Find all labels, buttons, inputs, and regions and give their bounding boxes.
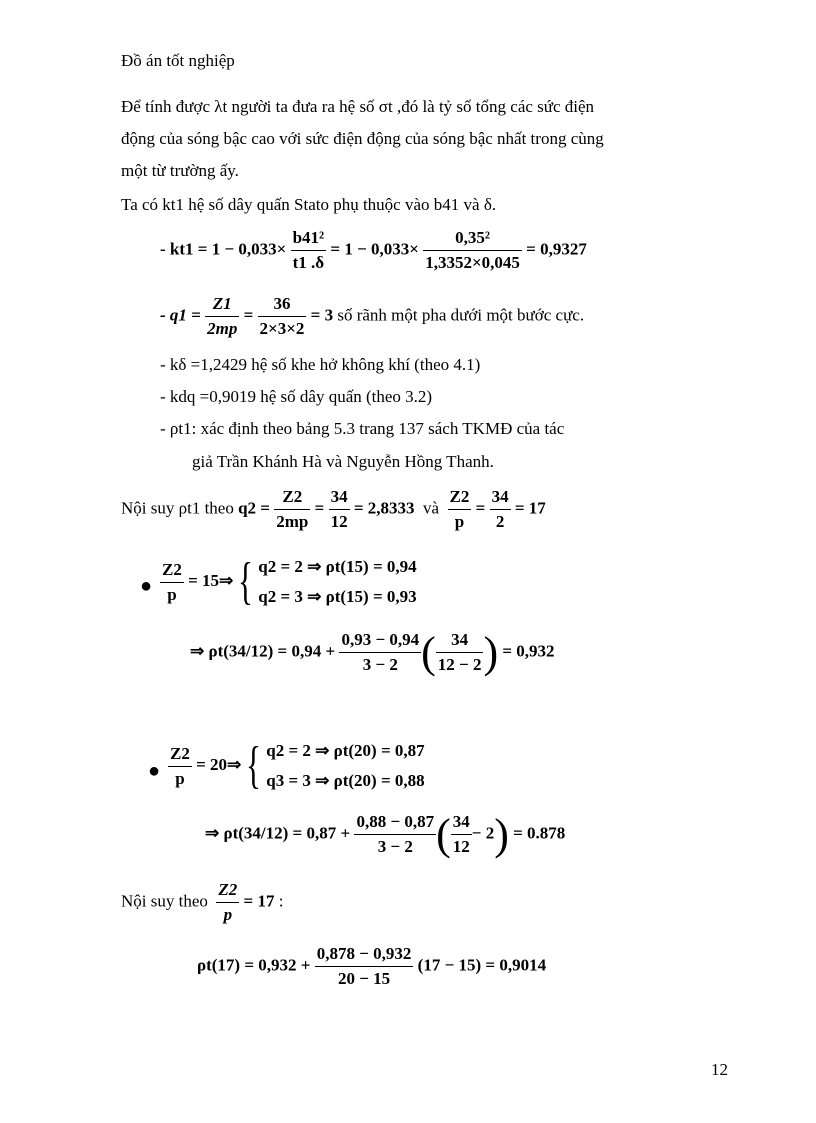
case-20-row-1: q2 = 2 ⇒ ρt(20) = 0,87 xyxy=(266,741,425,760)
final-result: = 0,9014 xyxy=(485,955,547,975)
kt1-prefix: - kt1 = 1 − 0,033× xyxy=(160,239,287,259)
case-15-result-fraction: $\frac{0,93 - 0,94}{3 - 2}$ xyxy=(341,630,420,674)
interp2-value: = 17 xyxy=(243,891,275,911)
case-15-paren-fraction: $\frac{34}{12 - 2}$ xyxy=(437,630,482,674)
item-rho-1: - ρt1: xác định theo bảng 5.3 trang 137 sách TKMĐ của tác xyxy=(160,419,565,438)
equation-q1: - q1 = $\frac{Z1}{2mp}$ = $\frac{36}{2\times 3\times 2}$ = 3 số rãnh một pha dưới một bước cực. xyxy=(160,294,585,338)
case-20-result-prefix: ⇒ ρt(34/12) = 0,87 + xyxy=(205,823,351,843)
case-20-paren-tail: − 2 xyxy=(471,823,495,843)
q1-fraction-2: $\frac{36}{2\times 3\times 2}$ xyxy=(259,294,305,338)
final-fraction: $\frac{0,878 - 0,932}{20 - 15}$ xyxy=(316,944,412,988)
kt1-fraction-2: $\frac{\text{0,35²}}{1,3352\times 0,045}$ xyxy=(425,228,520,272)
case-15-fraction: $\frac{Z2}{p}$ xyxy=(162,559,182,604)
case-15-result: ⇒ ρt(34/12) = 0,94 + $\frac{0,93 - 0,94}{3 - 2}$ ( $\frac{34}{12 - 2}$ ) = 0,932 xyxy=(190,627,555,677)
case-20-result: ⇒ ρt(34/12) = 0,87 + $\frac{0,88 - 0,87}{3 - 2}$ ( $\frac{34}{12}$ − 2) = 0.878 xyxy=(205,809,566,859)
interp2-text: Nội suy theo xyxy=(121,891,208,911)
interp-line: Nội suy ρt1 theo q2 = $\frac{Z2}{2mp}$ = $\frac{34}{12}$ = 2,8333 và $\frac{Z2}{p}$ = $\frac{34}{2}$ = 17 xyxy=(121,487,546,531)
case-20-result-value: = 0.878 xyxy=(513,823,566,843)
bullet-case-15: ● xyxy=(140,575,153,597)
case-15-row-2: q2 = 3 ⇒ ρt(15) = 0,93 xyxy=(258,587,417,606)
interp-and: và xyxy=(423,498,440,518)
case-20-system: $\frac{Z2}{p}$ = 20⇒{ q2 = 2 ⇒ ρt(20) = 0,87 q3 = 3 ⇒ ρt(20) = 0,88 xyxy=(170,737,425,794)
case-20-paren-fraction: $\frac{34}{12}$ xyxy=(452,812,470,856)
final-prefix: ρt(17) = 0,932 + xyxy=(197,955,311,975)
interp-fraction-1: $\frac{Z2}{2mp}$ xyxy=(276,487,309,531)
page-header: Đồ án tốt nghiệp xyxy=(121,51,235,70)
intro-line-4: Ta có kt1 hệ số dây quấn Stato phụ thuộc vào b41 và δ. xyxy=(121,195,497,214)
case-15-result-prefix: ⇒ ρt(34/12) = 0,94 + xyxy=(190,641,336,661)
intro-line-2: động của sóng bậc cao với sức điện động của sóng bậc nhất trong cùng xyxy=(121,129,604,148)
case-20-result-fraction: $\frac{0,88 - 0,87}{3 - 2}$ xyxy=(356,812,435,856)
intro-line-3: một từ trường ấy. xyxy=(121,161,239,180)
interp-result: = 2,8333 xyxy=(353,498,415,518)
case-15-lhs: = 15⇒ xyxy=(188,570,234,590)
kt1-fraction-1: $\frac{\text{b41²}}{t1 .\delta}$ xyxy=(292,228,325,272)
kt1-result: = 0,9327 xyxy=(526,239,587,259)
kt1-mid: = 1 − 0,033× xyxy=(330,239,419,259)
q1-text: số rãnh một pha dưới một bước cực. xyxy=(337,305,585,325)
case-15-result-value: = 0,932 xyxy=(502,641,555,661)
case-15-system: $\frac{Z2}{p}$ = 15⇒{ q2 = 2 ⇒ ρt(15) = 0,94 q2 = 3 ⇒ ρt(15) = 0,93 xyxy=(162,553,417,610)
intro-line-1: Để tính được λt người ta đưa ra hệ số σt ,đó là tỷ số tổng các sức điện xyxy=(121,97,595,116)
case-20-fraction: $\frac{Z2}{p}$ xyxy=(170,743,190,788)
interp-q2: q2 = xyxy=(238,498,270,518)
item-rho-2: giả Trần Khánh Hà và Nguyễn Hồng Thanh. xyxy=(192,452,494,471)
q1-prefix: - q1 = xyxy=(160,305,201,325)
equation-kt1 xyxy=(160,228,587,273)
item-kdq: - kdq =0,9019 hệ số dây quấn (theo 3.2) xyxy=(160,387,433,406)
final-paren: (17 − 15) xyxy=(417,955,482,975)
page-number: 12 xyxy=(711,1060,728,1079)
interp-fraction-2: $\frac{34}{12}$ xyxy=(330,487,348,531)
bullet-case-20: ● xyxy=(148,760,161,782)
interp2-fraction: $\frac{Z2}{p}$ xyxy=(218,880,238,924)
interp-fraction-3: $\frac{Z2}{p}$ xyxy=(449,487,470,531)
interp2-colon: : xyxy=(278,891,284,911)
final-equation xyxy=(197,944,546,989)
case-15-row-1: q2 = 2 ⇒ ρt(15) = 0,94 xyxy=(258,557,417,576)
case-20-lhs: = 20⇒ xyxy=(196,754,242,774)
case-20-row-2: q3 = 3 ⇒ ρt(20) = 0,88 xyxy=(266,771,425,790)
interp-fraction-4: $\frac{34}{2}$ xyxy=(491,487,509,531)
interp-result-2: = 17 xyxy=(514,498,546,518)
interp-text: Nội suy ρt1 theo xyxy=(121,498,234,518)
q1-fraction-1: $\frac{Z1}{2mp}$ xyxy=(207,294,238,338)
interp2-line xyxy=(121,880,283,925)
item-kdelta: - kδ =1,2429 hệ số khe hở không khí (theo 4.1) xyxy=(160,355,481,374)
q1-result: = 3 xyxy=(310,305,334,325)
